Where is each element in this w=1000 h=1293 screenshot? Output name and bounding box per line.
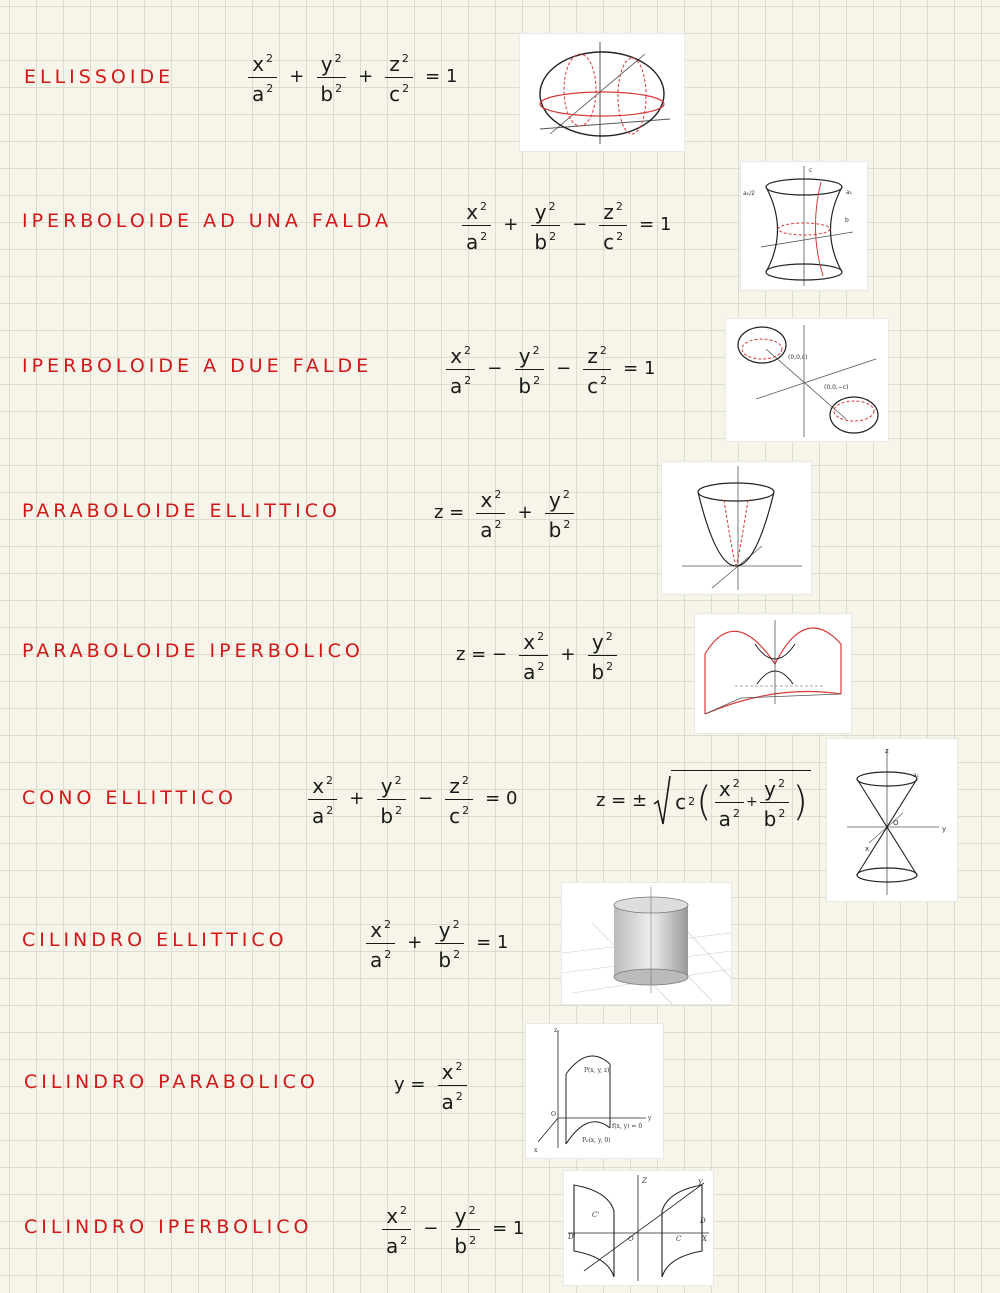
- fig-label: C': [592, 1211, 600, 1219]
- equation: z = $\frac{x ^2}{a ^2}$ + $\frac{y ^2}{b ^2}$: [428, 484, 580, 541]
- fig-label: D': [568, 1233, 576, 1241]
- quadric-name: PARABOLOIDE ELLITTICO: [22, 500, 341, 522]
- fig-label: C: [676, 1235, 682, 1243]
- fig-label: P₀(x, y, 0): [582, 1137, 611, 1144]
- fig-label: z: [885, 747, 889, 755]
- cilindro-parabolico-figure: [525, 1023, 664, 1159]
- fig-label: x: [534, 1147, 538, 1154]
- fig-label: a₁/2: [743, 190, 755, 197]
- equation: $\frac{x ^2}{a ^2}$ + $\frac{y ^2}{b ^2}$ = 1: [360, 914, 514, 971]
- fig-label: a₁: [913, 772, 920, 779]
- fig-label: f(x, y) = 0: [612, 1123, 643, 1130]
- fig-label: P(x, y, z): [584, 1067, 610, 1074]
- quadric-name: IPERBOLOIDE A DUE FALDE: [22, 355, 373, 377]
- ellissoide-figure: [519, 33, 685, 152]
- fig-label: y: [942, 825, 947, 833]
- fig-label: (0,0,c): [788, 354, 808, 361]
- fig-label: X: [702, 1235, 707, 1243]
- cono-ellittico-figure: [826, 738, 958, 902]
- fig-label: D: [700, 1217, 706, 1225]
- equation: z = − $\frac{x ^2}{a ^2}$ + $\frac{y ^2}{b ^2}$: [450, 626, 623, 683]
- paraboloide-iperbolico-figure: [694, 613, 852, 734]
- equation: $\frac{x ^2}{a ^2}$ + $\frac{y ^2}{b ^2}$ − $\frac{z ^2}{c ^2}$ = 0: [302, 770, 523, 827]
- equation: $\frac{x ^2}{a ^2}$ + $\frac{y ^2}{b ^2}$ − $\frac{z ^2}{c ^2}$ = 1: [456, 196, 677, 253]
- quadric-name: CILINDRO IPERBOLICO: [24, 1216, 313, 1238]
- quadric-name: CONO ELLITTICO: [22, 787, 237, 809]
- quadric-name: IPERBOLOIDE AD UNA FALDA: [22, 210, 392, 232]
- fig-label: b: [845, 217, 849, 224]
- fig-label: (0,0,−c): [824, 384, 849, 391]
- equation: y = $\frac{x ^2}{a ^2}$: [388, 1056, 473, 1113]
- equation: $\frac{x ^2}{a ^2}$ − $\frac{y ^2}{b ^2}$ − $\frac{z ^2}{c ^2}$ = 1: [440, 340, 661, 397]
- cilindro-ellittico-figure: [561, 882, 732, 1005]
- equation: $\frac{x ^2}{a ^2}$ + $\frac{y ^2}{b ^2}$ + $\frac{z ^2}{c ^2}$ = 1: [242, 48, 463, 105]
- quadric-name: PARABOLOIDE IPERBOLICO: [22, 640, 364, 662]
- quadric-name: CILINDRO ELLITTICO: [22, 929, 288, 951]
- fig-label: z: [554, 1027, 558, 1034]
- fig-label: Y: [698, 1179, 703, 1187]
- fig-label: Z: [642, 1177, 647, 1185]
- equation: $\frac{x ^2}{a ^2}$ − $\frac{y ^2}{b ^2}$ = 1: [376, 1200, 530, 1257]
- fig-label: c: [809, 167, 813, 174]
- cilindro-iperbolico-figure: [563, 1170, 714, 1286]
- fig-label: O: [551, 1111, 556, 1118]
- fig-label: x: [865, 845, 870, 853]
- iperboloide-una-falda-figure: [740, 161, 868, 291]
- fig-label: y: [648, 1115, 652, 1122]
- paraboloide-ellittico-figure: [661, 461, 812, 595]
- square-root: c 2 ( $\frac{x ^2}{a ^2}$ + $\frac{y ^2}{b ^2}$ ): [653, 770, 811, 830]
- iperboloide-due-falde-figure: [725, 318, 889, 442]
- fig-label: O: [628, 1235, 634, 1243]
- cono-explicit-equation: z = ± c 2 ( $\frac{x ^2}{a ^2}$ + $\frac{y ^2}{b ^2}$ ): [590, 770, 811, 830]
- quadric-name: CILINDRO PARABOLICO: [24, 1071, 319, 1093]
- fig-label: O: [893, 819, 899, 827]
- fig-label: a₁: [846, 189, 853, 196]
- quadric-name: ELLISSOIDE: [24, 66, 175, 88]
